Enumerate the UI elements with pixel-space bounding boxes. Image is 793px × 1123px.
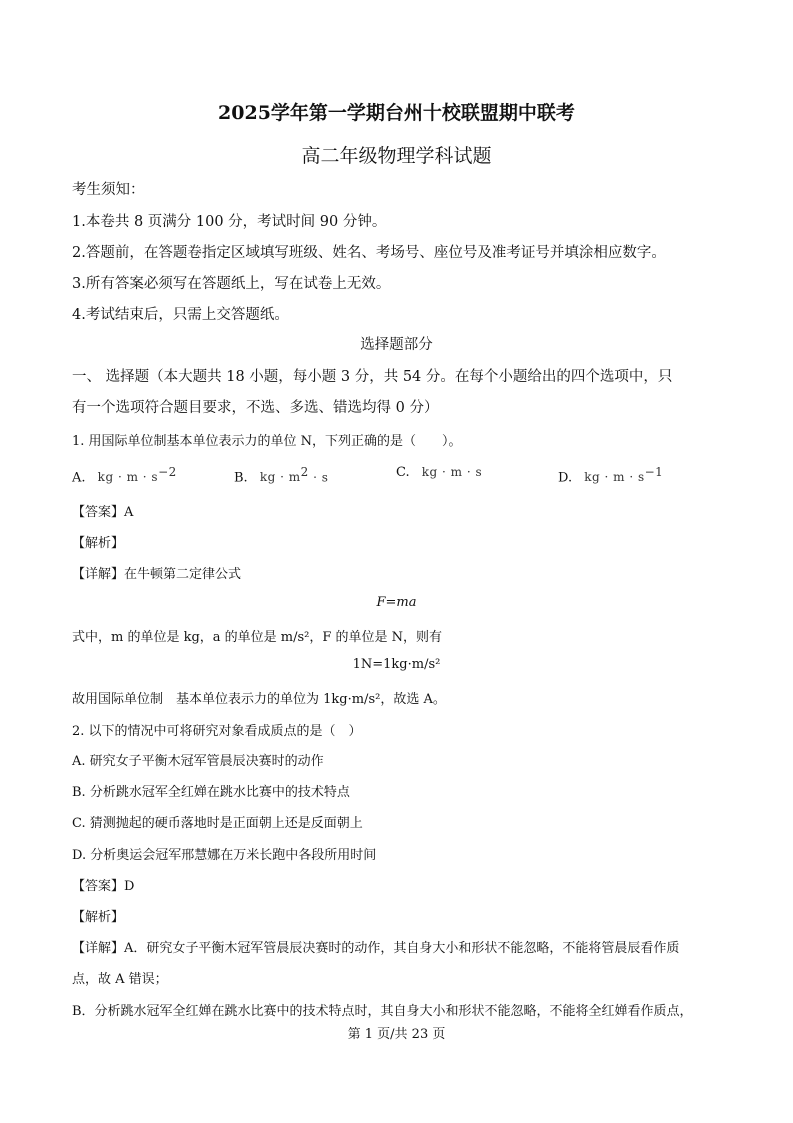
section-instruction: 有一个选项符合题目要求，不选、多选、错选均得 0 分） [72,400,439,416]
option-formula-tail: · s [308,470,329,485]
exam-subtitle: 高二年级物理学科试题 [301,145,492,167]
detail-text: B．分析跳水冠军全红婵在跳水比赛中的技术特点时，其自身大小和形状不能忽略，不能将全红婵看作质点， [72,1004,693,1019]
detail-text: 【详解】在牛顿第二定律公式 [72,567,242,582]
option-a [72,465,177,485]
question-1-stem: 1. 用国际单位制基本单位表示力的单位 N，下列正确的是（ ）。 [72,434,462,449]
section-instruction: 一、 选择题（本大题共 18 小题，每小题 3 分，共 54 分。在每个小题给出的四个选项中，只 [72,369,673,385]
conclusion-text: 故用国际单位制 基本单位表示力的单位为 1kg·m/s²，故选 A。 [72,692,446,707]
option-formula: kg · m [259,470,301,485]
option-label: D. [558,470,573,486]
notice-item: 4.考试结束后，只需上交答题纸。 [72,307,289,323]
option-b [234,465,328,485]
notice-item: 1.本卷共 8 页满分 100 分，考试时间 90 分钟。 [72,214,387,230]
option-exponent: −2 [158,465,177,479]
analysis-label: 【解析】 [72,910,125,925]
option-formula: kg · m · s [421,465,483,479]
notice-heading: 考生须知： [72,182,145,198]
formula: F=ma [376,595,417,610]
analysis-label: 【解析】 [72,536,125,551]
option-label: A. [72,470,86,486]
question-2-stem: 2. 以下的情况中可将研究对象看成质点的是（ ） [72,724,362,739]
option-formula: kg · m · s [97,470,159,485]
option-a: A. 研究女子平衡木冠军管晨辰决赛时的动作 [72,754,324,769]
answer: 【答案】D [72,879,135,894]
detail-text: 式中，m 的单位是 kg，a 的单位是 m/s²，F 的单位是 N，则有 [72,630,443,645]
option-label: C. [396,465,410,480]
section-name: 选择题部分 [360,337,433,353]
notice-item: 3.所有答案必须写在答题纸上，写在试卷上无效。 [72,276,391,292]
option-formula: kg · m · s [584,470,645,485]
page-footer: 第 1 页/共 23 页 [347,1027,446,1042]
formula: 1N=1kg·m/s² [352,657,441,672]
option-c [396,465,482,480]
option-d [558,465,663,485]
notice-item: 2.答题前，在答题卷指定区域填写班级、姓名、考场号、座位号及准考证号并填涂相应数字。 [72,245,666,261]
detail-text: 点，故 A 错误； [72,972,168,987]
option-label: B. [234,470,248,486]
option-c: C. 猜测抛起的硬币落地时是正面朝上还是反面朝上 [72,816,363,831]
option-b: B. 分析跳水冠军全红婵在跳水比赛中的技术特点 [72,785,350,800]
option-d: D. 分析奥运会冠军邢慧娜在万米长跑中各段所用时间 [72,848,377,863]
option-exponent: −1 [644,465,664,479]
exam-title: 2025学年第一学期台州十校联盟期中联考 [218,102,575,124]
answer: 【答案】A [72,505,134,520]
option-exponent: 2 [300,465,309,479]
detail-text: 【详解】A．研究女子平衡木冠军管晨辰决赛时的动作，其自身大小和形状不能忽略，不能将管晨辰看作质 [72,941,680,956]
